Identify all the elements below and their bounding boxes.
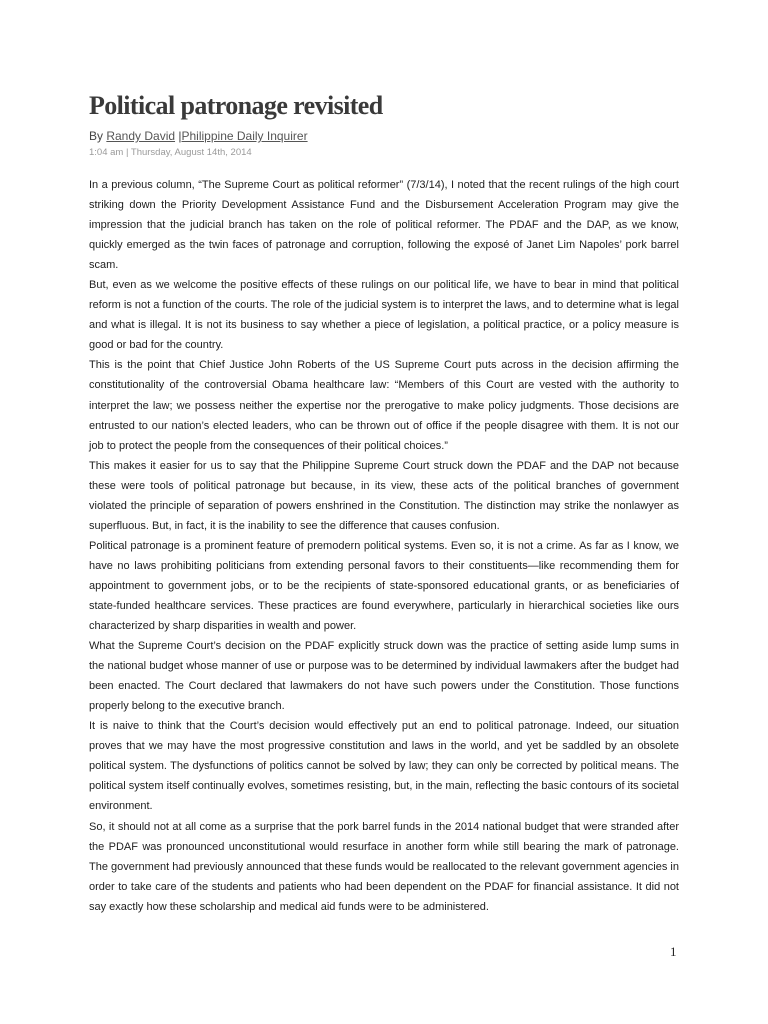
byline — [89, 128, 679, 145]
paragraph: Political patronage is a prominent feature of premodern political systems. Even so, it is not a crime. As far as I know, we have no laws prohibiting politicians from extending personal favors to their constituents—like recommending them for appointment to government jobs, or to be the recipients of state-sponsored educational grants, or as beneficiaries of state-funded healthcare services. These practices are found everywhere, particularly in hierarchical societies like ours characterized by sharp disparities in wealth and power. — [89, 539, 679, 633]
paragraph: But, even as we welcome the positive effects of these rulings on our political life, we have to bear in mind that political reform is not a function of the courts. The role of the judicial system is to interpret the laws, and to determine what is legal and what is illegal. It is not its business to say whether a piece of legislation, a political practice, or a policy measure is good or bad for the country. — [89, 279, 679, 352]
paragraph: So, it should not at all come as a surprise that the pork barrel funds in the 2014 national budget that were stranded after the PDAF was pronounced unconstitutional would resurface in another form while still bearing the mark of patronage. The government had previously announced that these funds would be reallocated to the relevant government agencies in order to take care of the students and patients who had been dependent on the PDAF for financial assistance. It did not say exactly how these scholarship and medical aid funds were to be administered. — [89, 820, 679, 913]
article-body — [89, 175, 679, 917]
page-number: 1 — [670, 944, 677, 959]
document-page — [89, 88, 679, 917]
author-link[interactable]: Randy David — [106, 129, 176, 143]
paragraph: What the Supreme Court’s decision on the PDAF explicitly struck down was the practice of setting aside lump sums in the national budget whose manner of use or purpose was to be determined by individual lawmakers after the budget had been enacted. The Court declared that lawmakers do not have such powers under the Constitution. Those functions properly belong to the executive branch. — [89, 640, 679, 713]
byline-separator: | — [175, 129, 182, 143]
byline-prefix: By — [89, 129, 107, 143]
paragraph: It is naive to think that the Court’s decision would effectively put an end to political patronage. Indeed, our situation proves that we may have the most progressive constitution and laws in the world, and yet be saddled by an obsolete political system. The dysfunctions of politics cannot be solved by law; they can only be corrected by political means. The political system itself continually evolves, sometimes resisting, but, in the main, reflecting the basic contours of its societal environment. — [89, 720, 679, 813]
dateline: 1:04 am | Thursday, August 14th, 2014 — [89, 147, 252, 158]
paragraph: In a previous column, “The Supreme Court as political reformer” (7/3/14), I noted that the recent rulings of the high court striking down the Priority Development Assistance Fund and the Disbursement Acceleration Program may give the impression that the judicial branch has taken on the role of political reformer. The PDAF and the DAP, as we know, quickly emerged as the twin faces of patronage and corruption, following the exposé of Janet Lim Napoles’ pork barrel scam. — [89, 179, 679, 272]
publication-link[interactable]: Philippine Daily Inquirer — [181, 129, 308, 143]
article-title: Political patronage revisited — [89, 91, 383, 120]
paragraph: This is the point that Chief Justice John Roberts of the US Supreme Court puts across in the decision affirming the constitutionality of the controversial Obama healthcare law: “Members of this Court are vested with the authority to interpret the law; we possess neither the expertise nor the prerogative to make policy judgments. Those decisions are entrusted to our nation’s elected leaders, who can be thrown out of office if the people disagree with them. It is not our job to protect the people from the consequences of their political choices.” — [89, 359, 679, 452]
paragraph: This makes it easier for us to say that the Philippine Supreme Court struck down the PDAF and the DAP not because these were tools of political patronage but because, in its view, these acts of the political branches of government violated the principle of separation of powers enshrined in the Constitution. The distinction may strike the nonlawyer as superfluous. But, in fact, it is the inability to see the difference that causes confusion. — [89, 459, 679, 532]
